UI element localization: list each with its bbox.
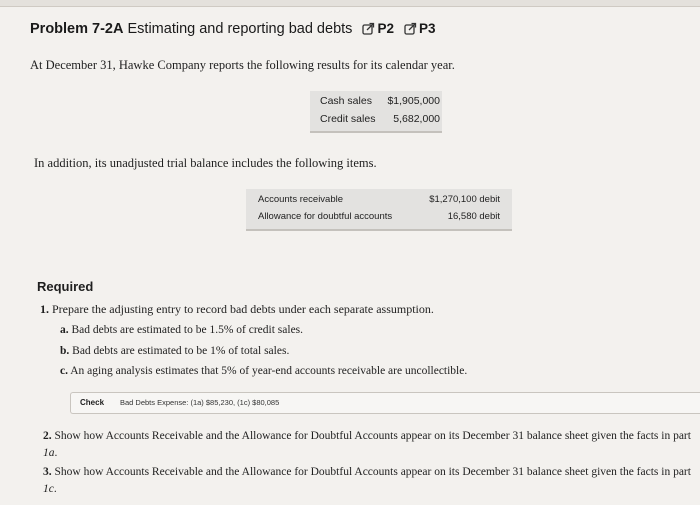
objective-tag-p2[interactable]: P2 (377, 21, 394, 36)
part-text: An aging analysis estimates that 5% of year-end accounts receivable are uncollectible. (70, 365, 468, 377)
question-text: Show how Accounts Receivable and the Allowance for Doubtful Accounts appear on its December 31 balance sheet given the facts in part (54, 430, 691, 442)
sales-table (310, 91, 442, 133)
trial-balance-table (246, 189, 512, 231)
problem-title (30, 21, 436, 39)
part-text: Bad debts are estimated to be 1.5% of credit sales. (71, 324, 304, 336)
question-part-c (60, 365, 467, 377)
account-value: 16,580 debit (447, 211, 500, 222)
question-2: 2. Show how Accounts Receivable and the Allowance for Doubtful Accounts appear on its December 31 balance sheet given the facts in part 1a. (43, 430, 691, 459)
question-text: Prepare the adjusting entry to record bad debts under each separate assumption. (52, 302, 434, 316)
question-part-a (60, 324, 303, 336)
check-figures-box (70, 392, 700, 414)
question-number: 3. (43, 466, 52, 478)
table-row (310, 113, 442, 131)
account-value: $1,270,100 debit (429, 194, 500, 205)
sales-value: $1,905,000 (387, 95, 440, 107)
table-row (246, 211, 512, 229)
objective-tag-p3[interactable]: P3 (419, 21, 436, 36)
page-top-border (0, 0, 700, 7)
problem-number: Problem 7-2A (30, 21, 124, 37)
sales-value: 5,682,000 (393, 113, 440, 125)
intro-text: At December 31, Hawke Company reports the following results for its calendar year. (30, 58, 455, 72)
part-letter: c. (60, 365, 68, 377)
sales-label: Credit sales (320, 113, 376, 125)
question-text: Show how Accounts Receivable and the Allowance for Doubtful Accounts appear on its December 31 balance sheet given the facts in part (54, 466, 691, 478)
part-reference: 1a (43, 447, 55, 459)
required-heading: Required (37, 279, 94, 294)
question-number: 2. (43, 430, 52, 442)
table-row (246, 194, 512, 212)
check-text: Bad Debts Expense: (1a) $85,230, (1c) $80,085 (120, 398, 280, 407)
trial-balance-intro: In addition, its unadjusted trial balance includes the following items. (34, 156, 377, 170)
part-reference: 1c (43, 483, 54, 495)
external-link-icon[interactable] (362, 22, 375, 39)
question-part-b (60, 345, 289, 357)
sales-label: Cash sales (320, 95, 372, 107)
problem-heading: Estimating and reporting bad debts (127, 21, 353, 37)
part-letter: b. (60, 345, 70, 357)
part-text: Bad debts are estimated to be 1% of total sales. (72, 345, 290, 357)
question-1 (40, 302, 434, 317)
table-row (310, 95, 442, 113)
external-link-icon[interactable] (404, 22, 417, 39)
check-label: Check (80, 398, 105, 407)
account-label: Allowance for doubtful accounts (258, 211, 393, 222)
account-label: Accounts receivable (258, 194, 344, 205)
part-letter: a. (60, 324, 69, 336)
question-number: 1. (40, 302, 49, 316)
question-3: 3. Show how Accounts Receivable and the Allowance for Doubtful Accounts appear on its December 31 balance sheet given the facts in part 1c. (43, 466, 691, 495)
